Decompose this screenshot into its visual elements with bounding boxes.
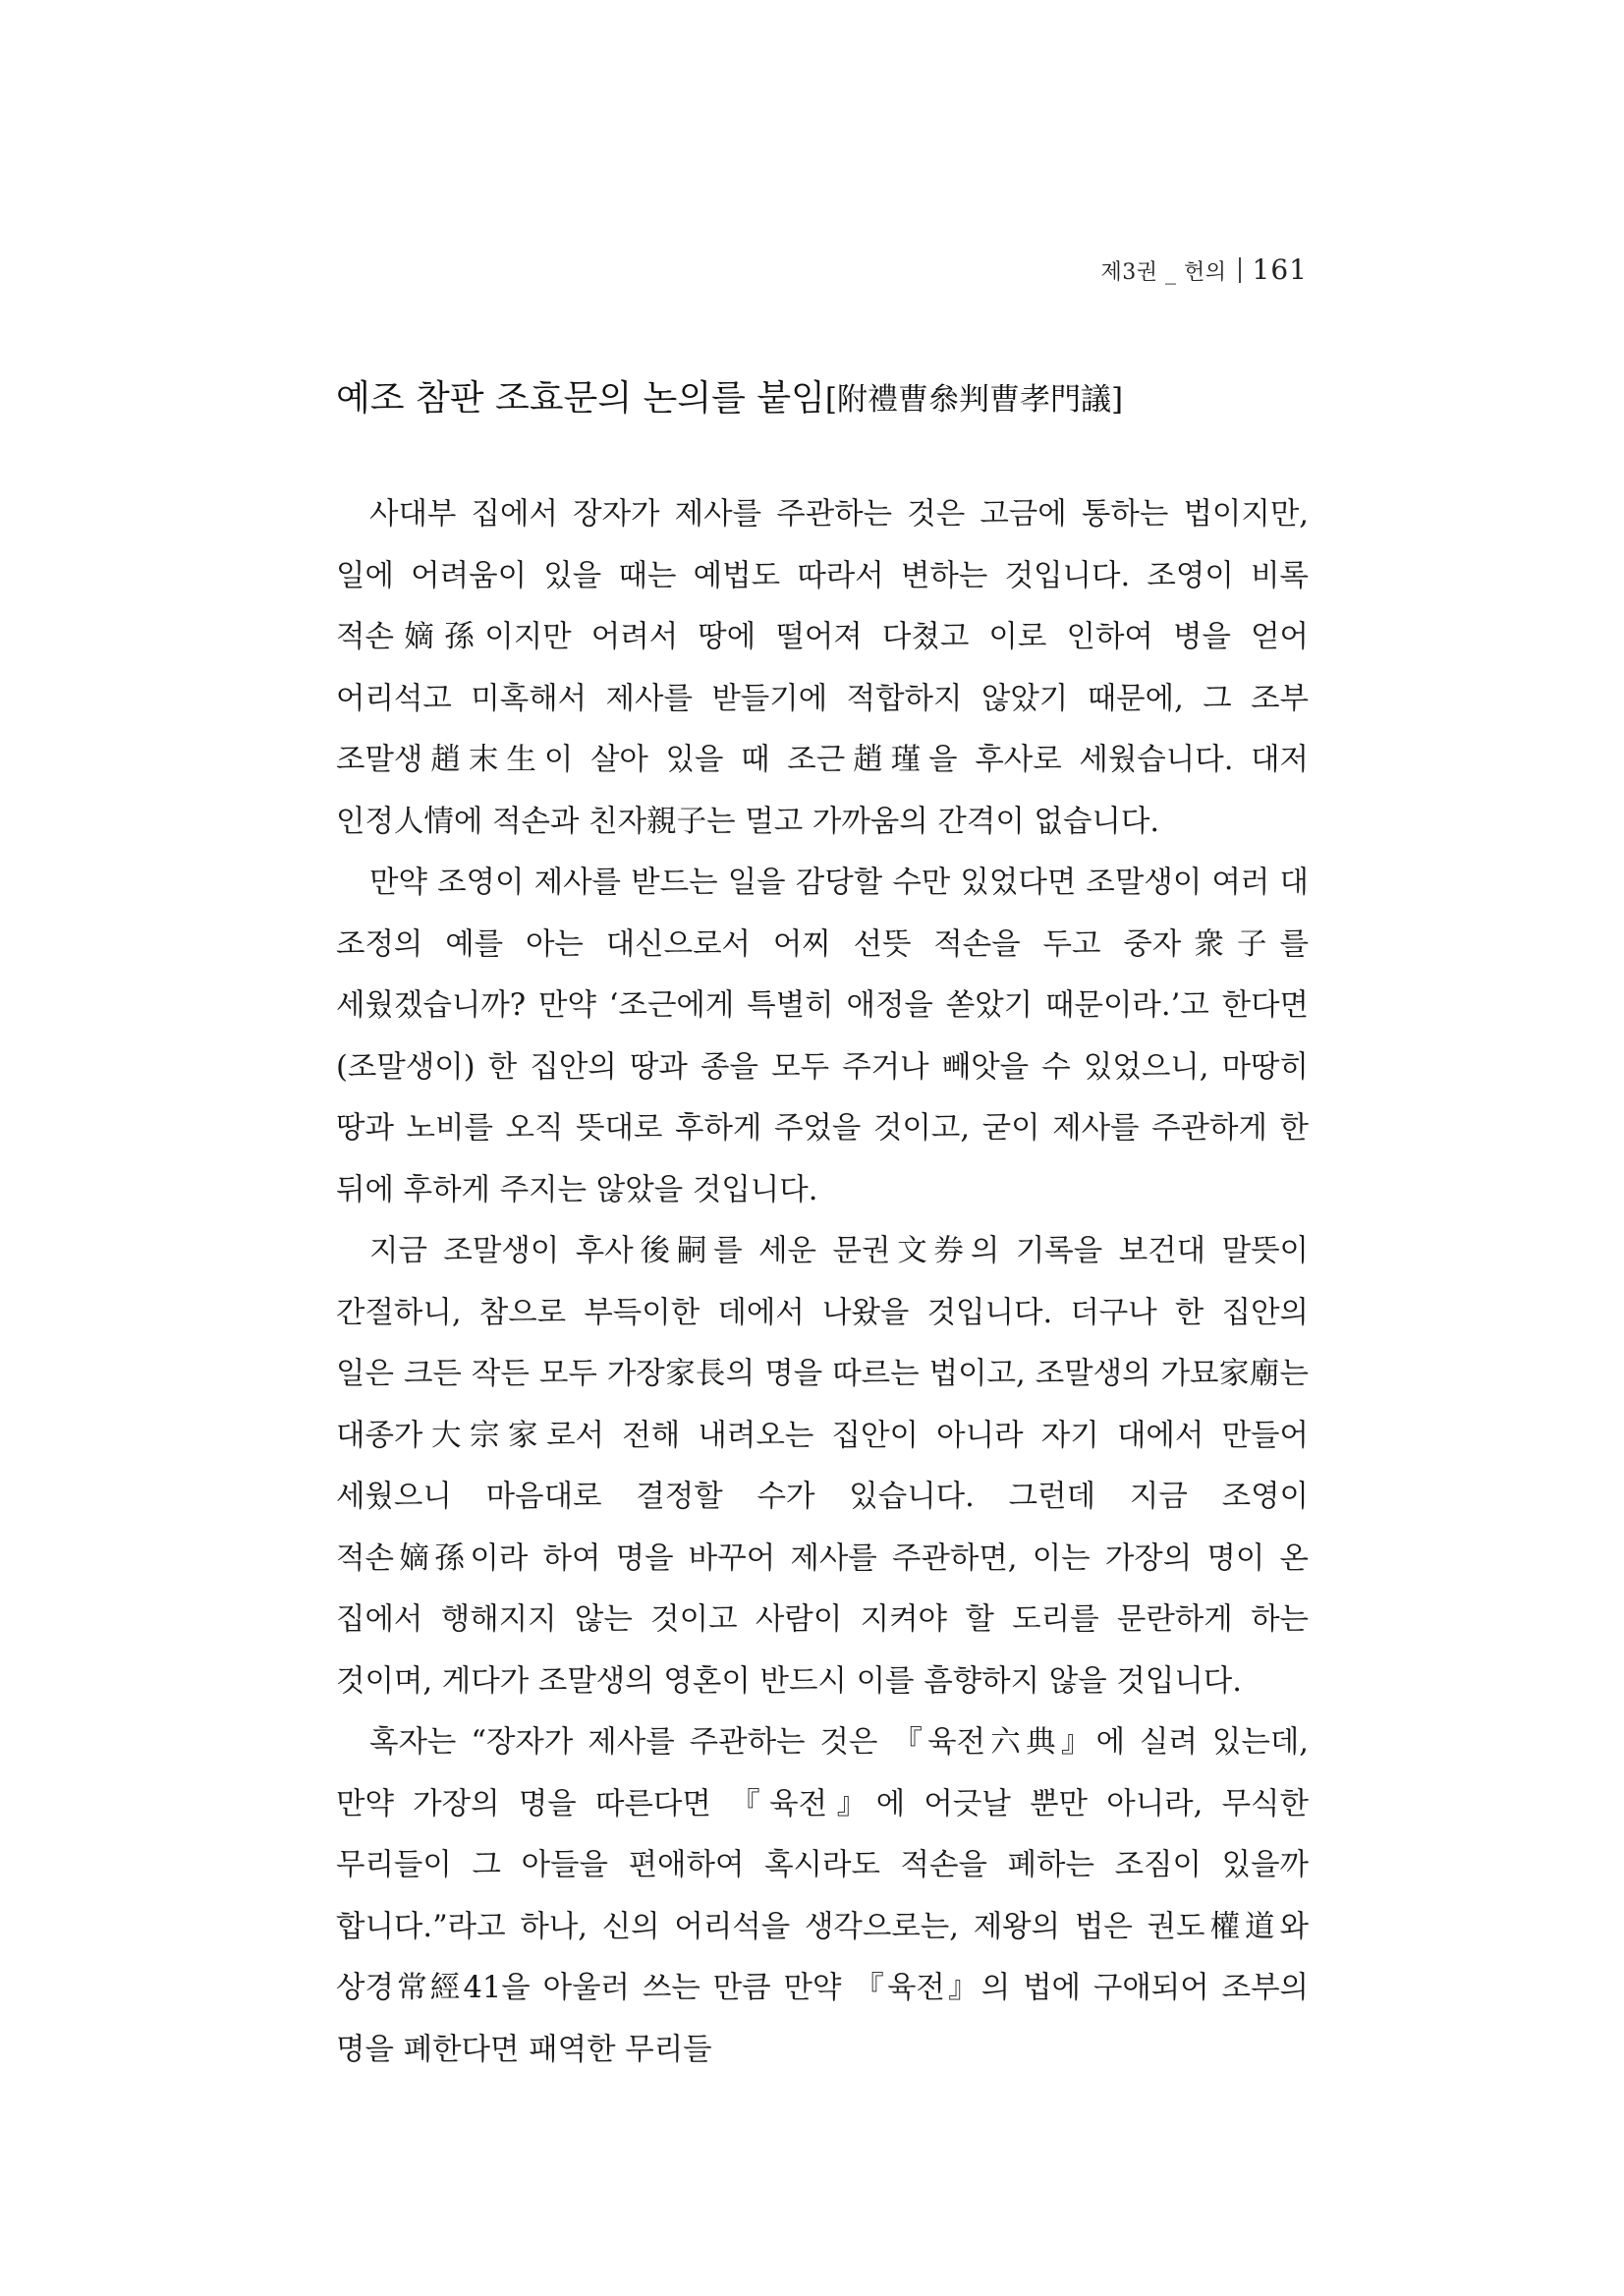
paragraph-2: 만약 조영이 제사를 받드는 일을 감당할 수만 있었다면 조말생이 여러 대 조정의 예를 아는 대신으로서 어찌 선뜻 적손을 두고 중자衆子를 세웠겠습니까? 만약 ‘조근에게 특별히 애정을 쏟았기 때문이라.’고 한다면 (조말생이) 한 집안의 땅과 종을 모두 주거나 빼앗을 수 있었으니, 마땅히 땅과 노비를 오직 뜻대로 후하게 주었을 것이고, 굳이 제사를 주관하게 한 뒤에 후하게 주지는 않았을 것입니다. [336,866,1309,1207]
page-number: 161 [1252,253,1308,286]
paragraph-4: 혹자는 “장자가 제사를 주관하는 것은 『육전六典』에 실려 있는데, 만약 가장의 명을 따른다면 『육전』에 어긋날 뿐만 아니라, 무식한 무리들이 그 아들을 편애하여 혹시라도 적손을 폐하는 조짐이 있을까 합니다.”라고 하나, 신의 어리석을 생각으로는, 제왕의 법은 권도權道와 상경常經41을 아울러 쓰는 만큼 만약 『육전』의 법에 구애되어 조부의 명을 폐한다면 패역한 무리들 [336,1725,1309,2067]
book-part-label: 제3권 _ 헌의 [1100,260,1227,285]
paragraph-3: 지금 조말생이 후사後嗣를 세운 문권文券의 기록을 보건대 말뜻이 간절하니, 참으로 부득이한 데에서 나왔을 것입니다. 더구나 한 집안의 일은 크든 작든 모두 가장家長의 명을 따르는 법이고, 조말생의 가묘家廟는 대종가大宗家로서 전해 내려오는 집안이 아니라 자기 대에서 만들어 세웠으니 마음대로 결정할 수가 있습니다. 그런데 지금 조영이 적손嫡孫이라 하여 명을 바꾸어 제사를 주관하면, 이는 가장의 명이 온 집에서 행해지지 않는 것이고 사람이 지켜야 할 도리를 문란하게 하는 것이며, 게다가 조말생의 영혼이 반드시 이를 흠향하지 않을 것입니다. [336,1234,1309,1699]
section-title-hanja: [附禮曹叅判曹孝門議] [824,382,1124,418]
paragraph-1: 사대부 집에서 장자가 제사를 주관하는 것은 고금에 통하는 법이지만, 일에 어려움이 있을 때는 예법도 따라서 변하는 것입니다. 조영이 비록 적손嫡孫이지만 어려서 땅에 떨어져 다쳤고 이로 인하여 병을 얻어 어리석고 미혹해서 제사를 받들기에 적합하지 않았기 때문에, 그 조부 조말생趙末生이 살아 있을 때 조근趙瑾을 후사로 세웠습니다. 대저 인정人情에 적손과 친자親子는 멀고 가까움의 간격이 없습니다. [336,497,1309,839]
section-title-korean: 예조 참판 조효문의 논의를 붙임 [336,378,825,419]
section-title [336,375,1309,423]
running-header [1101,253,1308,286]
header-divider [1239,257,1241,283]
body-text [336,484,1309,2081]
